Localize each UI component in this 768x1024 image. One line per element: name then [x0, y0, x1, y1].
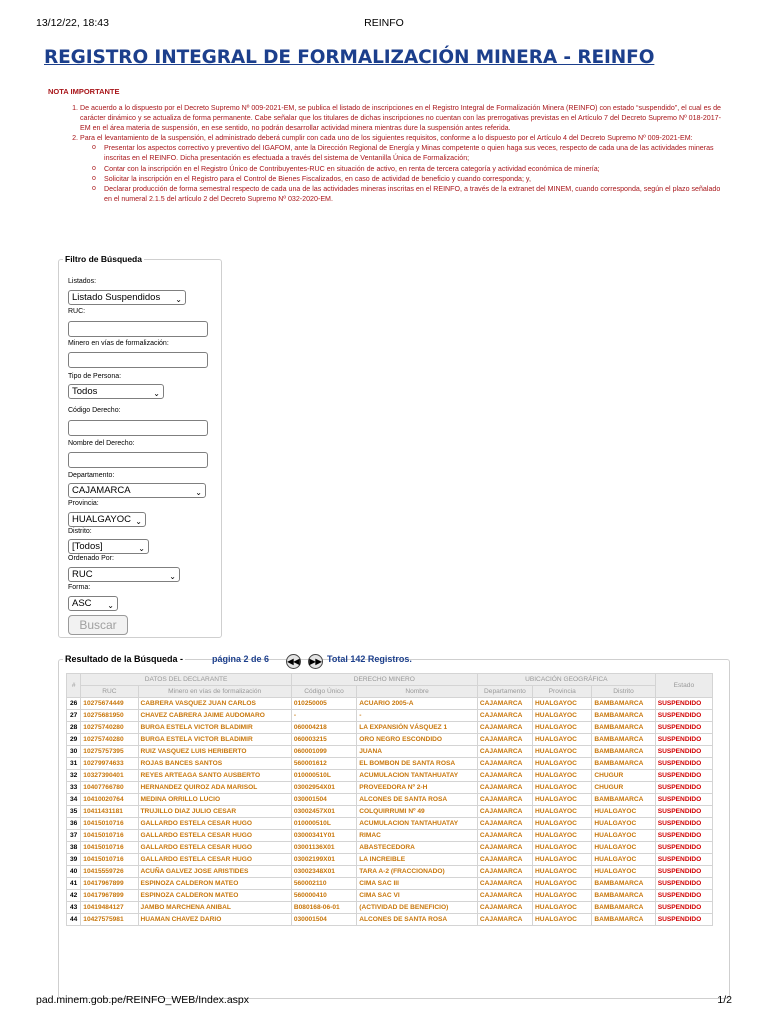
row-departamento: CAJAMARCA: [477, 842, 532, 854]
row-departamento: CAJAMARCA: [477, 770, 532, 782]
row-codigo: 03002457X01: [291, 806, 356, 818]
provincia-label: Provincia:: [68, 500, 99, 507]
row-provincia: HUALGAYOC: [533, 914, 592, 926]
col-nombre-header: Nombre: [357, 686, 478, 698]
row-provincia: HUALGAYOC: [533, 746, 592, 758]
row-estado: SUSPENDIDO: [655, 710, 712, 722]
row-codigo: 030001504: [291, 914, 356, 926]
nombre-input[interactable]: [68, 452, 208, 468]
row-codigo: 010000510L: [291, 770, 356, 782]
row-provincia: HUALGAYOC: [533, 878, 592, 890]
print-footer: [36, 994, 732, 1024]
forma-value: ASC: [72, 598, 92, 609]
row-distrito: BAMBAMARCA: [592, 722, 655, 734]
row-nombre: PROVEEDORA Nº 2-H: [357, 782, 478, 794]
row-provincia: HUALGAYOC: [533, 830, 592, 842]
row-nombre: ACUMULACION TANTAHUATAY: [357, 770, 478, 782]
print-page: 1/2: [717, 994, 732, 1006]
chevron-down-icon: ⌄: [138, 544, 145, 553]
col-departamento-header: Departamento: [477, 686, 532, 698]
departamento-value: CAJAMARCA: [72, 485, 131, 496]
row-distrito: HUALGAYOC: [592, 866, 655, 878]
total-registros: Total 142 Registros.: [327, 654, 412, 664]
row-distrito: BAMBAMARCA: [592, 758, 655, 770]
row-num: 42: [67, 890, 81, 902]
col-minero-header: Minero en vías de formalización: [138, 686, 291, 698]
row-provincia: HUALGAYOC: [533, 758, 592, 770]
page-indicator: página 2 de 6: [212, 654, 270, 664]
codigo-label: Código Derecho:: [68, 407, 121, 414]
forma-label: Forma:: [68, 584, 91, 591]
row-estado: SUSPENDIDO: [655, 818, 712, 830]
print-url: pad.minem.gob.pe/REINFO_WEB/Index.aspx: [36, 994, 250, 1006]
ordenado-label: Ordenado Por:: [68, 555, 114, 562]
chevron-down-icon: ⌄: [175, 295, 182, 304]
row-minero: REYES ARTEAGA SANTO AUSBERTO: [138, 770, 291, 782]
row-minero: BURGA ESTELA VICTOR BLADIMIR: [138, 722, 291, 734]
row-departamento: CAJAMARCA: [477, 722, 532, 734]
col-codigo-header: Código Único: [291, 686, 356, 698]
minero-label: Minero en vías de formalización:: [68, 340, 169, 347]
col-ruc-header: RUC: [81, 686, 138, 698]
row-num: 33: [67, 782, 81, 794]
ordenado-select[interactable]: [68, 567, 180, 582]
row-departamento: CAJAMARCA: [477, 782, 532, 794]
row-distrito: HUALGAYOC: [592, 818, 655, 830]
row-nombre: (ACTIVIDAD DE BENEFICIO): [357, 902, 478, 914]
chevron-down-icon: ⌄: [107, 601, 114, 610]
table-row: [67, 878, 713, 890]
row-num: 36: [67, 818, 81, 830]
row-minero: GALLARDO ESTELA CESAR HUGO: [138, 842, 291, 854]
row-nombre: ACUARIO 2005-A: [357, 698, 478, 710]
row-provincia: HUALGAYOC: [533, 698, 592, 710]
row-codigo: 060004218: [291, 722, 356, 734]
table-row: [67, 890, 713, 902]
table-row: [67, 914, 713, 926]
table-row: [67, 854, 713, 866]
table-row: [67, 842, 713, 854]
departamento-select[interactable]: [68, 483, 206, 498]
row-provincia: HUALGAYOC: [533, 890, 592, 902]
ruc-label: RUC:: [68, 308, 86, 315]
row-distrito: CHUGUR: [592, 782, 655, 794]
row-ruc: 10411431181: [81, 806, 138, 818]
row-nombre: EL BOMBON DE SANTA ROSA: [357, 758, 478, 770]
col-distrito-header: Distrito: [592, 686, 655, 698]
row-codigo: B080168-06-01: [291, 902, 356, 914]
row-distrito: CHUGUR: [592, 770, 655, 782]
row-nombre: RIMAC: [357, 830, 478, 842]
row-codigo: 060001099: [291, 746, 356, 758]
row-distrito: BAMBAMARCA: [592, 794, 655, 806]
row-minero: MEDINA ORRILLO LUCIO: [138, 794, 291, 806]
row-distrito: HUALGAYOC: [592, 854, 655, 866]
prev-page-icon[interactable]: ◀◀: [286, 654, 301, 669]
row-nombre: ACUMULACION TANTAHUATAY: [357, 818, 478, 830]
nota-subitem: o Contar con la inscripción en el Registro Único de Contribuyentes-RUC en situación de activo, en renta de tercera categoría y actividad económica de minería;: [92, 164, 722, 174]
row-num: 29: [67, 734, 81, 746]
row-estado: SUSPENDIDO: [655, 914, 712, 926]
row-minero: ESPINOZA CALDERON MATEO: [138, 878, 291, 890]
table-row: [67, 722, 713, 734]
row-provincia: HUALGAYOC: [533, 806, 592, 818]
row-minero: TRUJILLO DIAZ JULIO CESAR: [138, 806, 291, 818]
row-estado: SUSPENDIDO: [655, 758, 712, 770]
row-codigo: -: [291, 710, 356, 722]
row-codigo: 010250005: [291, 698, 356, 710]
nota-item-2-text: Para el levantamiento de la suspensión, el administrado deberá cumplir con cada uno de los siguientes requisitos, conforme a lo dispuesto por el Artículo 4 del Decreto Supremo Nº 009-2021-EM:: [80, 134, 693, 143]
departamento-label: Departamento:: [68, 472, 115, 479]
nota-subitem: o Solicitar la inscripción en el Registro para el Control de Bienes Fiscalizados, en caso de actividad de beneficio y cuando corresponda; y,: [92, 174, 722, 184]
row-nombre: JUANA: [357, 746, 478, 758]
listados-select[interactable]: [68, 290, 186, 305]
row-distrito: HUALGAYOC: [592, 806, 655, 818]
row-distrito: BAMBAMARCA: [592, 878, 655, 890]
nota-content: [62, 103, 722, 204]
tipo-persona-label: Tipo de Persona:: [68, 373, 122, 380]
print-date: 13/12/22, 18:43: [36, 17, 109, 29]
chevron-down-icon: ⌄: [169, 572, 176, 581]
row-minero: HERNANDEZ QUIROZ ADA MARISOL: [138, 782, 291, 794]
row-departamento: CAJAMARCA: [477, 854, 532, 866]
row-distrito: HUALGAYOC: [592, 842, 655, 854]
row-estado: SUSPENDIDO: [655, 734, 712, 746]
row-provincia: HUALGAYOC: [533, 902, 592, 914]
row-ruc: 10275674449: [81, 698, 138, 710]
row-provincia: HUALGAYOC: [533, 710, 592, 722]
row-num: 30: [67, 746, 81, 758]
row-num: 43: [67, 902, 81, 914]
codigo-input[interactable]: [68, 420, 208, 436]
table-row: [67, 782, 713, 794]
chevron-down-icon: ⌄: [153, 389, 160, 398]
row-nombre: LA INCREIBLE: [357, 854, 478, 866]
table-row: [67, 698, 713, 710]
row-codigo: 560002110: [291, 878, 356, 890]
page-title: REGISTRO INTEGRAL DE FORMALIZACIÓN MINERA - REINFO: [44, 47, 655, 68]
row-ruc: 10415010716: [81, 830, 138, 842]
row-departamento: CAJAMARCA: [477, 830, 532, 842]
row-num: 40: [67, 866, 81, 878]
table-row: [67, 818, 713, 830]
filter-panel: [58, 254, 222, 638]
row-provincia: HUALGAYOC: [533, 842, 592, 854]
table-row: [67, 710, 713, 722]
row-codigo: 060003215: [291, 734, 356, 746]
col-num-header: #: [67, 674, 81, 698]
results-table: [66, 673, 713, 926]
listados-label: Listados:: [68, 278, 97, 285]
row-nombre: ALCONES DE SANTA ROSA: [357, 914, 478, 926]
row-ruc: 10327390401: [81, 770, 138, 782]
row-distrito: BAMBAMARCA: [592, 902, 655, 914]
distrito-select[interactable]: [68, 539, 149, 554]
row-ruc: 10407766780: [81, 782, 138, 794]
row-num: 39: [67, 854, 81, 866]
row-departamento: CAJAMARCA: [477, 902, 532, 914]
tipo-persona-select[interactable]: [68, 384, 164, 399]
row-departamento: CAJAMARCA: [477, 818, 532, 830]
chevron-down-icon: ⌄: [195, 488, 202, 497]
row-num: 38: [67, 842, 81, 854]
row-distrito: BAMBAMARCA: [592, 734, 655, 746]
table-row: [67, 902, 713, 914]
row-ruc: 10415559726: [81, 866, 138, 878]
row-nombre: CIMA SAC VI: [357, 890, 478, 902]
result-legend: Resultado de la Búsqueda -: [65, 654, 184, 664]
minero-input[interactable]: [68, 352, 208, 368]
row-estado: SUSPENDIDO: [655, 722, 712, 734]
nota-item-2: [80, 133, 722, 204]
group-ubicacion-header: UBICACIÓN GEOGRÁFICA: [477, 674, 655, 686]
row-nombre: COLQUIRRUMI Nº 49: [357, 806, 478, 818]
row-estado: SUSPENDIDO: [655, 770, 712, 782]
row-ruc: 10275740280: [81, 722, 138, 734]
row-num: 26: [67, 698, 81, 710]
row-distrito: BAMBAMARCA: [592, 746, 655, 758]
row-ruc: 10275740280: [81, 734, 138, 746]
provincia-value: HUALGAYOC: [72, 514, 131, 525]
provincia-select[interactable]: [68, 512, 146, 527]
col-estado-header: Estado: [655, 674, 712, 698]
row-estado: SUSPENDIDO: [655, 782, 712, 794]
row-minero: HUAMAN CHAVEZ DARIO: [138, 914, 291, 926]
row-departamento: CAJAMARCA: [477, 794, 532, 806]
table-row: [67, 794, 713, 806]
table-row: [67, 746, 713, 758]
row-minero: ROJAS BANCES SANTOS: [138, 758, 291, 770]
row-provincia: HUALGAYOC: [533, 722, 592, 734]
row-ruc: 10415010716: [81, 842, 138, 854]
group-derecho-header: DERECHO MINERO: [291, 674, 477, 686]
row-estado: SUSPENDIDO: [655, 794, 712, 806]
row-ruc: 10419484127: [81, 902, 138, 914]
row-minero: RUIZ VASQUEZ LUIS HERIBERTO: [138, 746, 291, 758]
nota-subitem: o Declarar producción de forma semestral respecto de cada una de las actividades mineras inscritas en el REINFO, a través de la extranet del MINEM, cuando corresponda, según el plazo señalado en el numeral 2.1.5 del artículo 2 del Decreto Supremo Nº 032-2020-EM.: [92, 184, 722, 204]
table-row: [67, 806, 713, 818]
row-ruc: 10417967899: [81, 890, 138, 902]
row-nombre: ORO NEGRO ESCONDIDO: [357, 734, 478, 746]
row-minero: GALLARDO ESTELA CESAR HUGO: [138, 830, 291, 842]
row-minero: CHAVEZ CABRERA JAIME AUDOMARO: [138, 710, 291, 722]
row-num: 44: [67, 914, 81, 926]
ordenado-value: RUC: [72, 569, 93, 580]
row-num: 28: [67, 722, 81, 734]
row-provincia: HUALGAYOC: [533, 734, 592, 746]
row-departamento: CAJAMARCA: [477, 734, 532, 746]
row-departamento: CAJAMARCA: [477, 806, 532, 818]
row-codigo: 03002954X01: [291, 782, 356, 794]
row-codigo: 030001504: [291, 794, 356, 806]
table-row: [67, 866, 713, 878]
buscar-button[interactable]: Buscar: [68, 615, 128, 635]
chevron-down-icon: ⌄: [135, 517, 142, 526]
row-ruc: 10275757395: [81, 746, 138, 758]
row-num: 37: [67, 830, 81, 842]
row-estado: SUSPENDIDO: [655, 830, 712, 842]
row-estado: SUSPENDIDO: [655, 878, 712, 890]
row-nombre: -: [357, 710, 478, 722]
row-ruc: 10415010716: [81, 854, 138, 866]
row-minero: GALLARDO ESTELA CESAR HUGO: [138, 854, 291, 866]
row-provincia: HUALGAYOC: [533, 854, 592, 866]
tipo-persona-value: Todos: [72, 386, 98, 397]
row-estado: SUSPENDIDO: [655, 866, 712, 878]
row-ruc: 10415010716: [81, 818, 138, 830]
row-provincia: HUALGAYOC: [533, 770, 592, 782]
row-minero: ESPINOZA CALDERON MATEO: [138, 890, 291, 902]
row-estado: SUSPENDIDO: [655, 746, 712, 758]
ruc-input[interactable]: [68, 321, 208, 337]
row-estado: SUSPENDIDO: [655, 698, 712, 710]
row-minero: BURGA ESTELA VICTOR BLADIMIR: [138, 734, 291, 746]
group-declarante-header: DATOS DEL DECLARANTE: [81, 674, 292, 686]
col-provincia-header: Provincia: [533, 686, 592, 698]
print-header: [36, 17, 732, 31]
row-num: 34: [67, 794, 81, 806]
nota-item-1: 1. De acuerdo a lo dispuesto por el Decreto Supremo Nº 009-2021-EM, se publica el listado de inscripciones en el Registro Integral de Formalización Minera (REINFO) con estado “suspendido”, el cual es de carácter dinámico y se actualiza de forma permanente. Cabe señalar que los titulares de dichas inscripciones no cuentan con las prerrogativas previstas en el Artículo 7 del Decreto Supremo Nº 018-2017-EM en el área materia de suspensión, en ese sentido, no podrán desarrollar actividad minera mientras dure la suspensión antes referida.: [80, 103, 722, 133]
row-estado: SUSPENDIDO: [655, 842, 712, 854]
row-ruc: 10279974633: [81, 758, 138, 770]
row-ruc: 10410020764: [81, 794, 138, 806]
row-codigo: 010000510L: [291, 818, 356, 830]
row-distrito: BAMBAMARCA: [592, 698, 655, 710]
filter-legend: Filtro de Búsqueda: [65, 254, 142, 264]
row-provincia: HUALGAYOC: [533, 818, 592, 830]
row-departamento: CAJAMARCA: [477, 866, 532, 878]
row-num: 32: [67, 770, 81, 782]
row-departamento: CAJAMARCA: [477, 710, 532, 722]
row-codigo: 03001136X01: [291, 842, 356, 854]
row-codigo: 560001612: [291, 758, 356, 770]
table-row: [67, 770, 713, 782]
row-departamento: CAJAMARCA: [477, 914, 532, 926]
row-estado: SUSPENDIDO: [655, 806, 712, 818]
row-nombre: TARA A-2 (FRACCIONADO): [357, 866, 478, 878]
row-nombre: LA EXPANSIÓN VÁSQUEZ 1: [357, 722, 478, 734]
print-title: REINFO: [364, 17, 404, 29]
results-body: [67, 698, 713, 926]
forma-select[interactable]: [68, 596, 118, 611]
distrito-value: [Todos]: [72, 541, 103, 552]
row-departamento: CAJAMARCA: [477, 890, 532, 902]
next-page-icon[interactable]: ▶▶: [308, 654, 323, 669]
nota-title: NOTA IMPORTANTE: [48, 87, 120, 96]
row-codigo: 03000341Y01: [291, 830, 356, 842]
table-row: [67, 734, 713, 746]
row-provincia: HUALGAYOC: [533, 794, 592, 806]
row-codigo: 560000410: [291, 890, 356, 902]
row-estado: SUSPENDIDO: [655, 902, 712, 914]
row-minero: JAMBO MARCHENA ANIBAL: [138, 902, 291, 914]
row-distrito: BAMBAMARCA: [592, 914, 655, 926]
row-nombre: CIMA SAC III: [357, 878, 478, 890]
row-estado: SUSPENDIDO: [655, 854, 712, 866]
row-ruc: 10417967899: [81, 878, 138, 890]
row-codigo: 03002348X01: [291, 866, 356, 878]
row-num: 27: [67, 710, 81, 722]
row-minero: ACUÑA GALVEZ JOSE ARISTIDES: [138, 866, 291, 878]
row-codigo: 03002199X01: [291, 854, 356, 866]
row-distrito: BAMBAMARCA: [592, 710, 655, 722]
row-distrito: HUALGAYOC: [592, 830, 655, 842]
row-departamento: CAJAMARCA: [477, 746, 532, 758]
row-nombre: ABASTECEDORA: [357, 842, 478, 854]
row-minero: GALLARDO ESTELA CESAR HUGO: [138, 818, 291, 830]
nombre-label: Nombre del Derecho:: [68, 440, 135, 447]
listados-value: Listado Suspendidos: [72, 292, 161, 303]
distrito-label: Distrito:: [68, 528, 92, 535]
row-num: 31: [67, 758, 81, 770]
row-nombre: ALCONES DE SANTA ROSA: [357, 794, 478, 806]
row-departamento: CAJAMARCA: [477, 878, 532, 890]
row-provincia: HUALGAYOC: [533, 866, 592, 878]
row-estado: SUSPENDIDO: [655, 890, 712, 902]
row-provincia: HUALGAYOC: [533, 782, 592, 794]
row-num: 35: [67, 806, 81, 818]
table-row: [67, 830, 713, 842]
row-departamento: CAJAMARCA: [477, 698, 532, 710]
nota-subitem: o Presentar los aspectos correctivo y preventivo del IGAFOM, ante la Dirección Regional de Energía y Minas competente o quien haga sus veces, respecto de cada una de las actividades mineras inscritas en el REINFO. Dicha presentación es efectuada a través del sistema de Ventanilla Única de Formalización;: [92, 143, 722, 163]
row-ruc: 10427575981: [81, 914, 138, 926]
table-row: [67, 758, 713, 770]
row-num: 41: [67, 878, 81, 890]
row-ruc: 10275681950: [81, 710, 138, 722]
row-minero: CABRERA VASQUEZ JUAN CARLOS: [138, 698, 291, 710]
row-departamento: CAJAMARCA: [477, 758, 532, 770]
row-distrito: BAMBAMARCA: [592, 890, 655, 902]
